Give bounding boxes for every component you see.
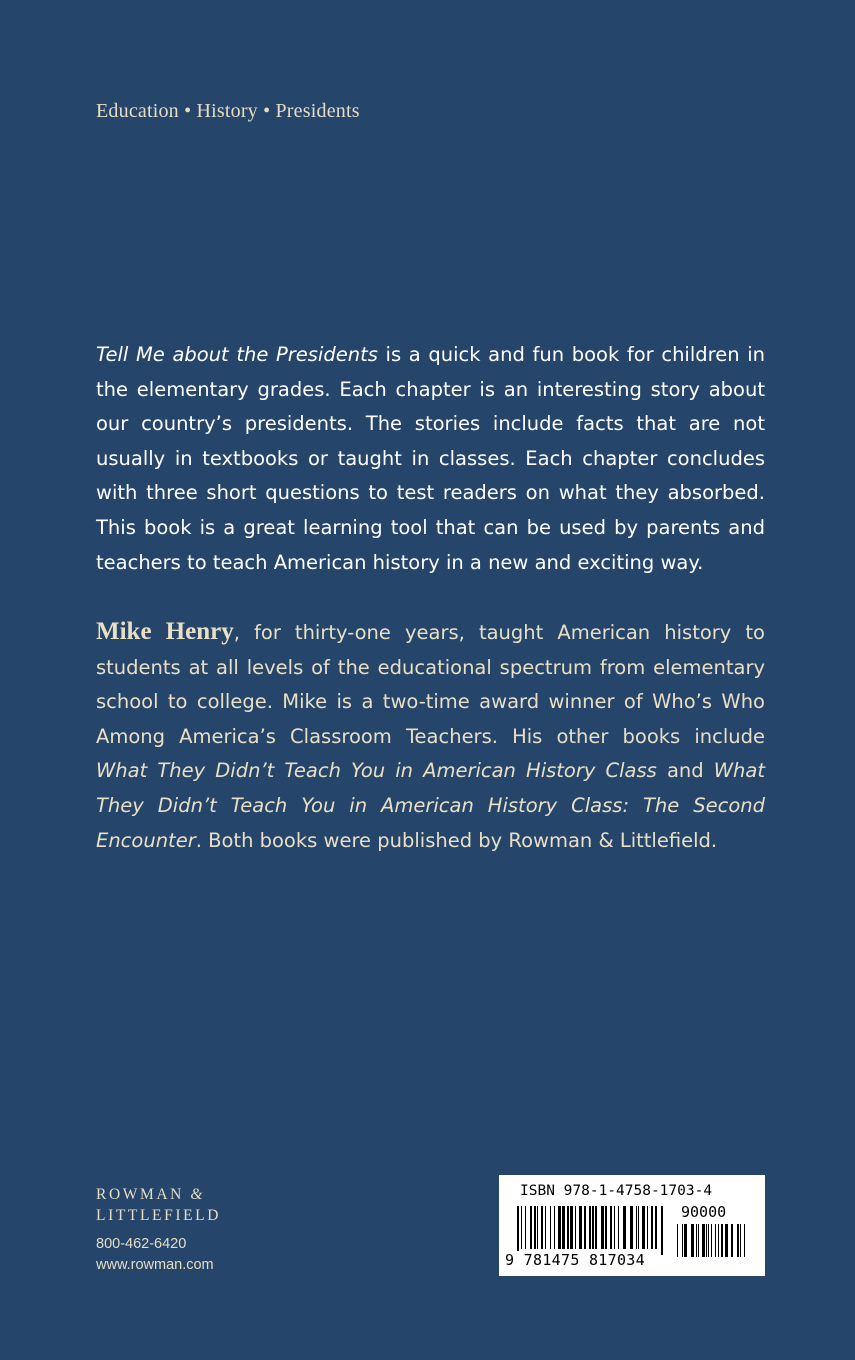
barcode-bar bbox=[721, 1224, 723, 1257]
barcode-bar bbox=[550, 1206, 551, 1249]
isbn-label: ISBN 978-1-4758-1703-4 bbox=[520, 1183, 713, 1199]
barcode-bar bbox=[725, 1224, 728, 1257]
barcode-bar bbox=[744, 1224, 745, 1257]
barcode-bar bbox=[584, 1206, 586, 1249]
price-code: 90000 bbox=[681, 1203, 727, 1221]
barcode-bar bbox=[691, 1224, 694, 1257]
barcode-bar bbox=[706, 1224, 707, 1257]
barcode-bar bbox=[589, 1206, 591, 1249]
barcode-bar bbox=[698, 1224, 699, 1257]
barcode-bar bbox=[636, 1206, 637, 1249]
barcode-bar bbox=[651, 1206, 653, 1249]
barcode-bar bbox=[711, 1224, 712, 1257]
barcode-bar bbox=[530, 1206, 532, 1249]
barcode-bar bbox=[558, 1206, 561, 1249]
barcode-bar bbox=[642, 1206, 645, 1249]
barcode-bar bbox=[740, 1224, 741, 1257]
barcode-bar bbox=[702, 1224, 705, 1257]
barcode-bar bbox=[570, 1206, 573, 1249]
barcode-bar bbox=[592, 1206, 594, 1249]
barcode-bar bbox=[677, 1224, 678, 1257]
barcode-bar bbox=[575, 1206, 576, 1249]
barcode-bar bbox=[610, 1206, 612, 1249]
barcode-bar bbox=[696, 1224, 697, 1257]
barcode-bar bbox=[731, 1224, 733, 1257]
bio-text-2: and bbox=[656, 759, 714, 783]
barcode-bar bbox=[737, 1224, 739, 1257]
bio-text-3: . Both books were published by Rowman & Littlefield. bbox=[195, 828, 718, 852]
subject-categories: Education • History • Presidents bbox=[96, 100, 360, 122]
description-text: is a quick and fun book for children in the elementary grades. Each chapter is an interesting story about our country’s presidents. The stories include facts that are not usually in textbooks or taught in classes. Each chapter concludes with three short questions to test readers on what they absorbed. This book is a great learning tool that can be used by parents and teachers to teach American history in a new and exciting way. bbox=[96, 343, 766, 574]
barcode-bar bbox=[638, 1206, 639, 1249]
barcode-bar bbox=[534, 1206, 536, 1249]
publisher-phone: 800-462-6420 bbox=[96, 1236, 187, 1252]
barcode-bar bbox=[579, 1206, 582, 1249]
barcode-bar bbox=[630, 1206, 633, 1249]
barcode-bar bbox=[618, 1206, 619, 1249]
barcode-bar bbox=[595, 1206, 597, 1249]
barcode-bar bbox=[517, 1206, 519, 1255]
book-description bbox=[96, 338, 765, 580]
barcode-bar bbox=[647, 1206, 648, 1249]
author-bio bbox=[96, 615, 765, 858]
isbn-barcode bbox=[499, 1175, 765, 1276]
barcode-bar bbox=[545, 1206, 546, 1249]
barcode-bar bbox=[601, 1206, 604, 1249]
barcode-bar bbox=[562, 1206, 565, 1249]
publisher-website[interactable]: www.rowman.com bbox=[96, 1257, 214, 1273]
other-book-2: What They Didn’t Teach You in American History Class: The Second Encounter bbox=[96, 759, 765, 852]
barcode-bar bbox=[715, 1224, 716, 1257]
barcode-bar bbox=[605, 1206, 607, 1249]
author-name: Mike Henry bbox=[96, 618, 234, 645]
barcode-bar bbox=[521, 1206, 522, 1249]
publisher-logo-line-2: LITTLEFIELD bbox=[96, 1207, 222, 1224]
publisher-logo-line-1: ROWMAN & bbox=[96, 1186, 203, 1203]
barcode-bar bbox=[708, 1224, 709, 1257]
ean-digits: 9 781475 817034 bbox=[505, 1251, 645, 1269]
other-book-1: What They Didn’t Teach You in American History Class bbox=[96, 759, 657, 783]
barcode-bar bbox=[614, 1206, 615, 1249]
barcode-bar bbox=[623, 1206, 626, 1249]
barcode-bar bbox=[567, 1206, 569, 1249]
book-title: Tell Me about the Presidents bbox=[96, 343, 378, 366]
barcode-bar bbox=[684, 1224, 687, 1257]
barcode-bar bbox=[525, 1206, 526, 1249]
barcode-bar bbox=[541, 1206, 543, 1249]
barcode-bar bbox=[661, 1206, 663, 1255]
bio-text-1: , for thirty-one years, taught American history to students at all levels of the educational spectrum from elementary school to college. Mike is a two-time award winner of Who’s Who Among America’s Classroom Teachers. His other books include bbox=[96, 621, 765, 748]
barcode-bar bbox=[554, 1206, 555, 1249]
barcode-bar bbox=[655, 1206, 657, 1249]
publisher-block bbox=[96, 1184, 221, 1276]
barcode-bar bbox=[537, 1206, 538, 1249]
barcode-bar bbox=[718, 1224, 719, 1257]
barcode-bar bbox=[682, 1224, 683, 1257]
